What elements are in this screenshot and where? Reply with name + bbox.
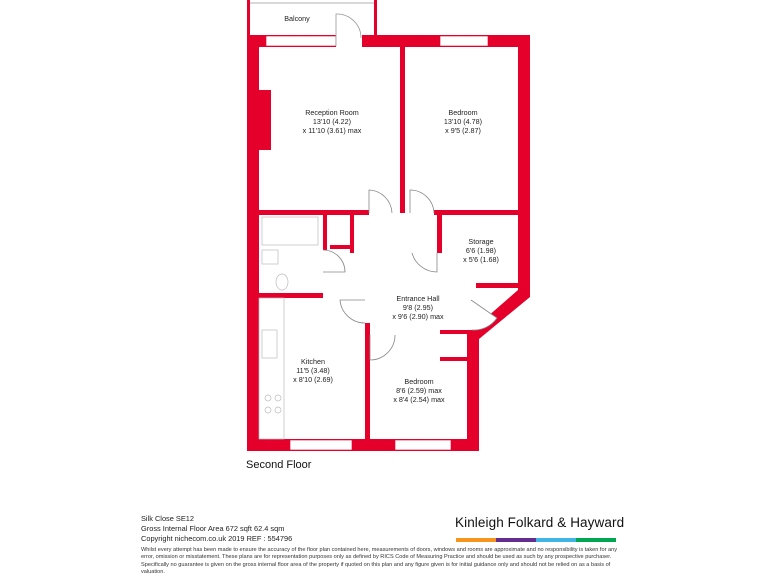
address: Silk Close SE12 (141, 514, 194, 523)
floor-area: Gross Internal Floor Area 672 sqft 62.4 sqm (141, 524, 285, 533)
kitchen-dim2: x 8'10 (2.69) (293, 375, 333, 384)
hob-ring-1 (265, 395, 271, 401)
sink (262, 330, 277, 358)
storage-dim2: x 5'6 (1.68) (463, 255, 499, 264)
hob-ring-3 (265, 407, 271, 413)
kitchen-worktop (259, 298, 284, 439)
kitchen-name: Kitchen (301, 357, 325, 366)
brand-logo-text: Kinleigh Folkard & Hayward (455, 515, 625, 530)
door-reception (369, 190, 392, 213)
reception-chimney (259, 90, 271, 150)
hob-ring-4 (275, 407, 281, 413)
storage-name: Storage (468, 237, 494, 246)
wall-storage-bottom (476, 283, 518, 288)
wall-balcony-right (374, 0, 377, 36)
hall-name: Entrance Hall (396, 294, 440, 303)
bedroom2-name: Bedroom (404, 377, 434, 386)
reception-name: Reception Room (305, 108, 359, 117)
balcony-door-opening (336, 34, 362, 48)
wall-right-lower (467, 330, 479, 451)
door-bedroom2 (370, 335, 395, 360)
balcony-label: Balcony (284, 14, 310, 23)
floor-title: Second Floor (246, 459, 312, 471)
door-bathroom (323, 250, 345, 272)
wall-right-upper (518, 35, 530, 297)
kitchen-dim1: 11'5 (3.48) (296, 366, 330, 375)
wall-kitchen-right (365, 323, 370, 441)
window-bedroom1 (440, 36, 488, 46)
wall-cupboard-bottom (330, 245, 354, 249)
hall-dim1: 9'8 (2.95) (402, 303, 434, 312)
wall-left (247, 35, 259, 451)
bedroom2-dim2: x 8'4 (2.54) max (393, 395, 445, 404)
copyright: Copyright nichecom.co.uk 2019 REF : 554796 (141, 534, 293, 543)
wall-bath-right (323, 213, 327, 253)
brand-bar-blue (536, 538, 576, 542)
brand-bar-purple (496, 538, 536, 542)
brand-bar-orange (456, 538, 496, 542)
reception-dim1: 13'10 (4.22) (312, 117, 352, 126)
bedroom1-dim2: x 9'5 (2.87) (445, 126, 481, 135)
storage-dim1: 6'6 (1.98) (465, 246, 497, 255)
wall-bedroom2-top (440, 330, 470, 334)
basin (262, 250, 278, 264)
fixtures (259, 217, 318, 439)
toilet (276, 274, 288, 290)
brand-bar-green (576, 538, 616, 542)
window-bedroom2 (395, 440, 451, 450)
wall-reception-bedroom (400, 47, 405, 213)
door-kitchen (340, 300, 365, 323)
wall-bedroom-bottom (434, 210, 518, 215)
windows (266, 36, 488, 450)
bedroom2-dim1: 8'6 (2.59) max (396, 386, 442, 395)
wall-balcony-left (247, 0, 250, 36)
bedroom1-name: Bedroom (448, 108, 478, 117)
bedroom1-dim1: 13'10 (4.78) (443, 117, 483, 126)
window-reception (266, 36, 336, 46)
door-bedroom1 (410, 190, 434, 213)
door-storage (412, 253, 437, 272)
wall-bedroom2-wardrobe (440, 357, 470, 361)
reception-dim2: x 11'10 (3.61) max (302, 126, 362, 135)
footer-info (141, 514, 292, 544)
wall-bath-bottom (259, 293, 323, 298)
walls (247, 0, 530, 451)
disclaimer: Whilst every attempt has been made to ensure the accuracy of the floor plan contained here, measurements of doors, windows and rooms are approximate and no responsibility is taken for any error, omission or misstatement. These plans are for representation purposes only as defined by RICS Code of Measuring Practice and should be used as such by any prospective purchaser. Specifically no guarantee is given on the gross internal floor area of the property if quoted on this plan and any figure given is for initial guidance only and should not be relied on as a basis of valuation. (141, 547, 618, 576)
wall-storage-left (437, 213, 442, 253)
hob-ring-2 (275, 395, 281, 401)
bathtub (262, 217, 318, 245)
hall-dim2: x 9'6 (2.90) max (392, 312, 444, 321)
window-kitchen (290, 440, 352, 450)
